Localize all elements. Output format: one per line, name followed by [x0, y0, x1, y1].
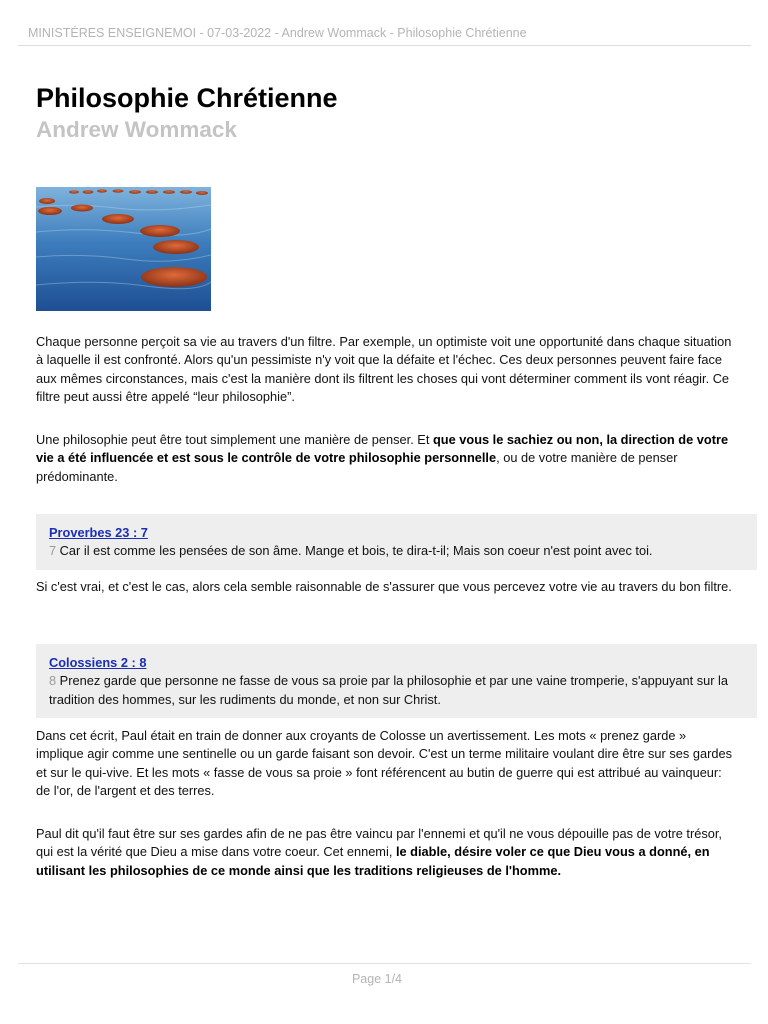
verse-number: 8: [49, 673, 57, 689]
verse-block-proverbes: [36, 514, 757, 570]
paragraph-4: Dans cet écrit, Paul était en train de donner aux croyants de Colosse un avertissement. Les mots « prenez garde » implique agir comme une sentinelle ou un garde faisant son devoir. C'est un terme militaire voulant dire être sur ses gardes et sur le qui-vive. Et les mots « fasse de vous sa proie » font référencent au butin de guerre qui est attribué au vainqueur: de l'or, de l'argent et des terres.: [36, 728, 732, 799]
article-title: Philosophie Chrétienne: [36, 83, 338, 113]
article-image: [36, 187, 211, 311]
article-author: Andrew Wommack: [36, 117, 237, 142]
verse-text: Prenez garde que personne ne fasse de vous sa proie par la philosophie et par une vaine tromperie, s'appuyant sur la tradition des hommes, sur les rudiments du monde, et non sur Christ.: [49, 673, 728, 707]
verse-number: 7: [49, 543, 57, 559]
verse-text: Car il est comme les pensées de son âme. Mange et bois, te dira-t-il; Mais son coeur n'est point avec toi.: [56, 543, 653, 559]
page-number: Page 1/4: [351, 972, 403, 986]
verse-block-colossiens: [36, 644, 757, 718]
verse-reference-link[interactable]: Colossiens 2 : 8: [49, 655, 147, 670]
paragraph-1: Chaque personne perçoit sa vie au travers d'un filtre. Par exemple, un optimiste voit une opportunité dans chaque situation à laquelle il est confronté. Alors qu'un pessimiste n'y voit que la défaite et l'échec. Ces deux personnes peuvent faire face aux mêmes circonstances, mais c'est la manière dont ils filtrent les choses qui vont déterminer comment ils vont réagir. Ce filtre peut aussi être appelé “leur philosophie”.: [36, 334, 732, 405]
paragraph-2: [36, 431, 736, 486]
paragraph-2-end: , ou de votre manière de penser prédominante.: [36, 450, 678, 484]
paragraph-3: Si c'est vrai, et c'est le cas, alors cela semble raisonnable de s'assurer que vous percevez votre vie au travers du bon filtre.: [36, 579, 732, 594]
paragraph-2-intro: Une philosophie peut être tout simplement une manière de penser. Et: [36, 432, 433, 447]
header-text: MINISTÉRES ENSEIGNEMOI - 07-03-2022 - Andrew Wommack - Philosophie Chrétienne: [28, 26, 527, 40]
paragraph-2-emphasis: que vous le sachiez ou non, la direction de votre vie a été influencée et est sous le contrôle de votre philosophie personnelle: [36, 432, 729, 466]
footer-divider: [18, 963, 751, 964]
paragraph-5: [36, 825, 736, 880]
verse-reference-link[interactable]: Proverbes 23 : 7: [49, 525, 148, 540]
paragraph-5-intro: Paul dit qu'il faut être sur ses gardes afin de ne pas être vaincu par l'ennemi et qu'il ne vous dépouille pas de votre trésor, qui est la vérité que Dieu a mise dans votre coeur. Cet ennemi,: [36, 826, 722, 860]
page-header: [18, 0, 751, 46]
paragraph-5-emphasis: le diable, désire voler ce que Dieu vous a donné, en utilisant les philosophies de ce monde ainsi que les traditions religieuses de l'homme.: [36, 844, 710, 878]
